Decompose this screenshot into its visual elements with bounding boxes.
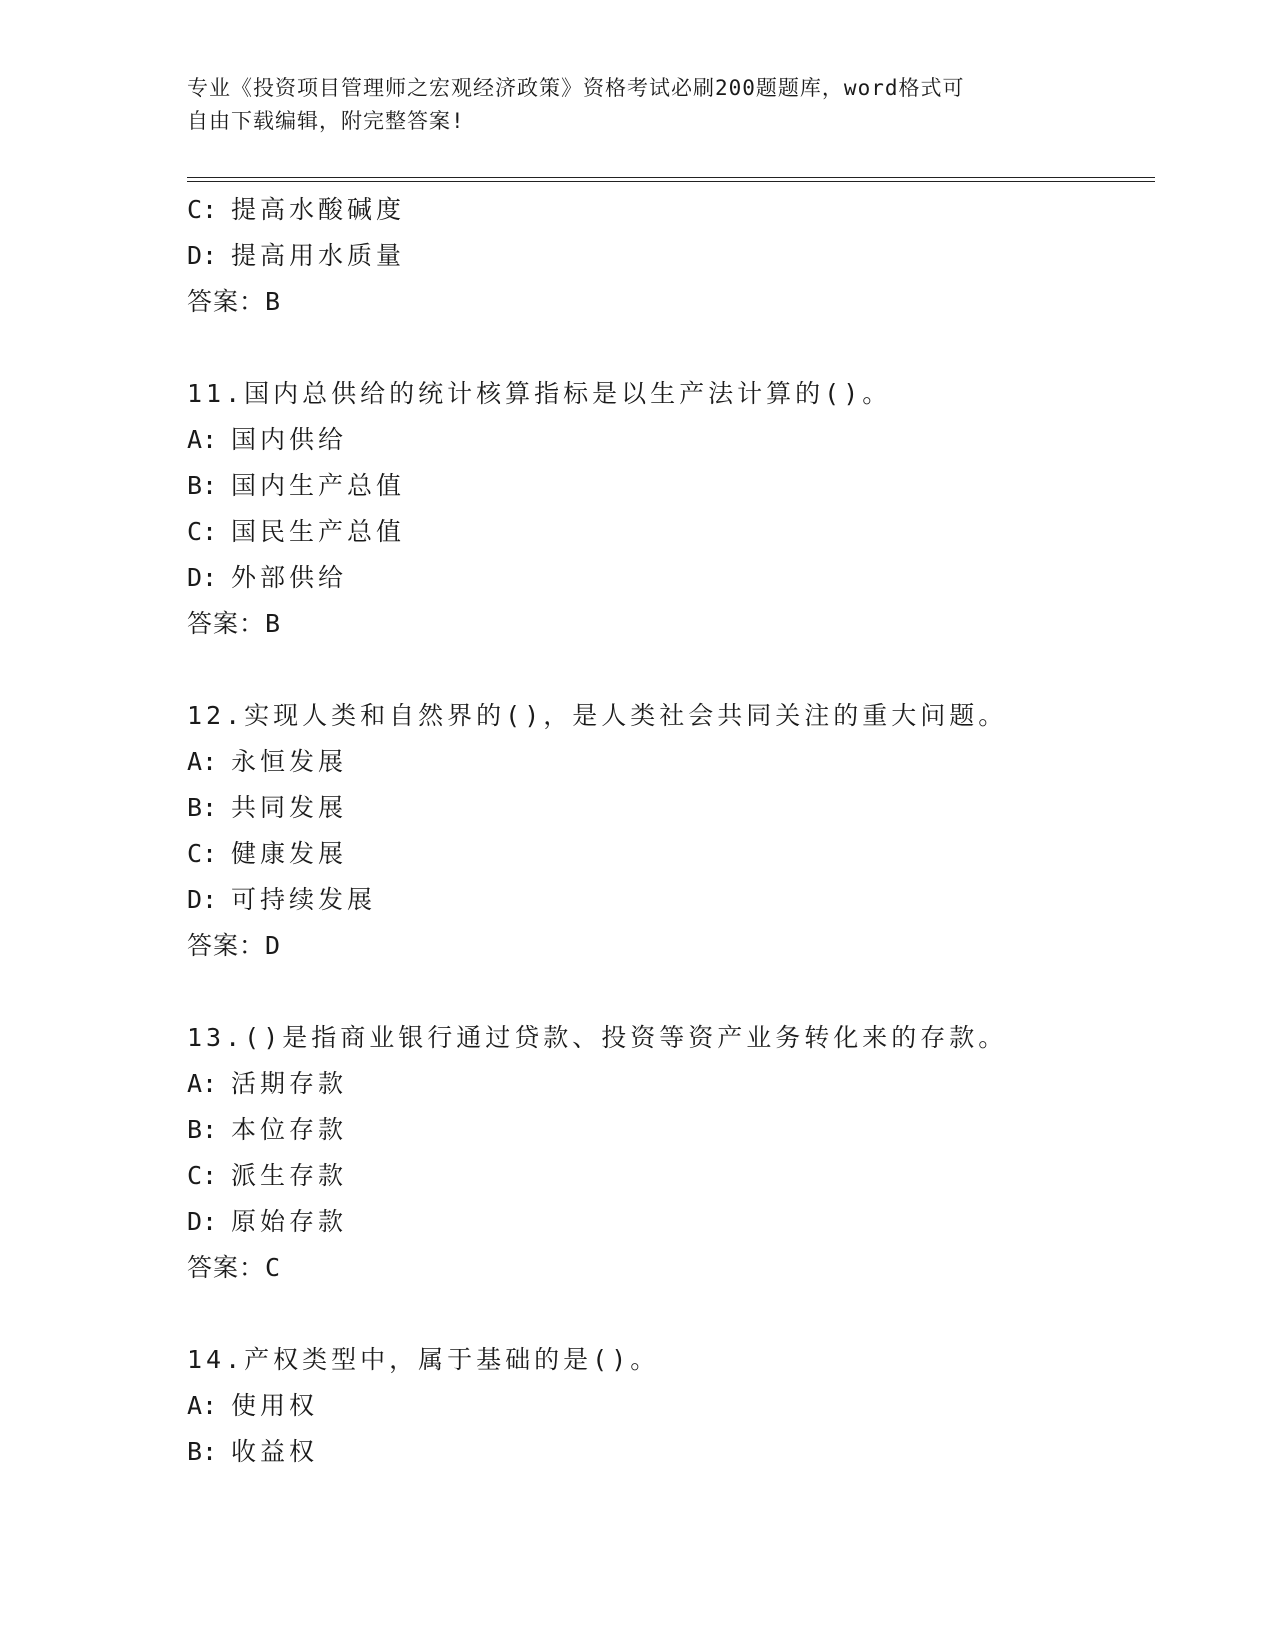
question-stem: 14.产权类型中，属于基础的是()。 (187, 1345, 660, 1374)
option-c (187, 187, 1155, 233)
question-11 (187, 371, 1155, 647)
option-key: A: (187, 1391, 218, 1420)
option-a (187, 417, 1155, 463)
question-stem: 13.()是指商业银行通过贷款、投资等资产业务转化来的存款。 (187, 1023, 1008, 1052)
question-list (187, 187, 1155, 1475)
option-key: B: (187, 1437, 218, 1466)
option-b (187, 1429, 1155, 1475)
header-line-2: 自由下载编辑，附完整答案! (187, 109, 465, 133)
option-text: 派生存款 (231, 1161, 348, 1190)
option-text: 健康发展 (231, 839, 348, 868)
option-text: 原始存款 (231, 1207, 348, 1236)
option-a (187, 1061, 1155, 1107)
option-key: B: (187, 793, 218, 822)
option-key: D: (187, 885, 218, 914)
option-c (187, 1153, 1155, 1199)
option-text: 收益权 (231, 1437, 319, 1466)
option-text: 国民生产总值 (231, 517, 406, 546)
option-text: 共同发展 (231, 793, 348, 822)
option-key: D: (187, 1207, 218, 1236)
option-key: C: (187, 517, 218, 546)
answer: 答案：D (187, 931, 282, 960)
option-text: 提高用水质量 (231, 241, 406, 270)
option-key: A: (187, 425, 218, 454)
option-key: C: (187, 839, 218, 868)
option-text: 国内供给 (231, 425, 348, 454)
option-c (187, 831, 1155, 877)
option-key: A: (187, 747, 218, 776)
question-stem: 12.实现人类和自然界的()，是人类社会共同关注的重大问题。 (187, 701, 1008, 730)
answer: 答案：B (187, 287, 282, 316)
option-c (187, 509, 1155, 555)
option-key: A: (187, 1069, 218, 1098)
option-d (187, 555, 1155, 601)
header-divider (187, 177, 1155, 182)
option-text: 外部供给 (231, 563, 348, 592)
question-14 (187, 1337, 1155, 1475)
option-b (187, 1107, 1155, 1153)
option-a (187, 739, 1155, 785)
option-key: B: (187, 1115, 218, 1144)
document-header (187, 72, 1067, 138)
answer: 答案：C (187, 1253, 282, 1282)
question-continued (187, 187, 1155, 325)
option-text: 活期存款 (231, 1069, 348, 1098)
header-line-1: 专业《投资项目管理师之宏观经济政策》资格考试必刷200题题库，word格式可 (187, 76, 965, 100)
option-text: 提高水酸碱度 (231, 195, 406, 224)
option-key: C: (187, 1161, 218, 1190)
option-b (187, 785, 1155, 831)
option-d (187, 877, 1155, 923)
option-text: 本位存款 (231, 1115, 348, 1144)
option-key: B: (187, 471, 218, 500)
option-text: 可持续发展 (231, 885, 377, 914)
answer: 答案：B (187, 609, 282, 638)
option-key: D: (187, 563, 218, 592)
question-12 (187, 693, 1155, 969)
option-text: 国内生产总值 (231, 471, 406, 500)
option-key: C: (187, 195, 218, 224)
option-b (187, 463, 1155, 509)
option-key: D: (187, 241, 218, 270)
question-stem: 11.国内总供给的统计核算指标是以生产法计算的()。 (187, 379, 892, 408)
option-a (187, 1383, 1155, 1429)
option-d (187, 233, 1155, 279)
option-d (187, 1199, 1155, 1245)
option-text: 使用权 (231, 1391, 319, 1420)
question-13 (187, 1015, 1155, 1291)
option-text: 永恒发展 (231, 747, 348, 776)
